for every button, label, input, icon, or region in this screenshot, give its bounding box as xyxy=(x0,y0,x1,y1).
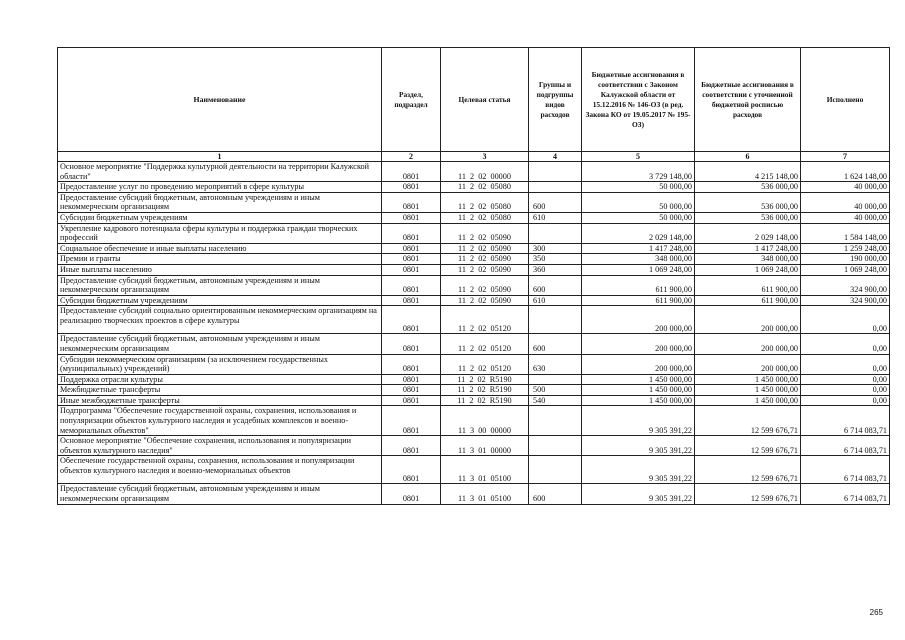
table-row xyxy=(58,436,890,456)
cell-executed: 0,00 xyxy=(801,354,890,374)
cell-executed: 40 000,00 xyxy=(801,192,890,212)
cell-executed: 324 900,00 xyxy=(801,275,890,295)
cell-executed: 6 714 083,71 xyxy=(801,484,890,504)
cell-section: 0801 xyxy=(382,254,441,265)
cell-budget-revised: 1 450 000,00 xyxy=(695,374,801,385)
table-row xyxy=(58,456,890,484)
cell-group xyxy=(529,182,582,193)
budget-document xyxy=(57,47,889,505)
cell-name: Подпрограмма "Обеспечение государственной охраны, сохранения, использования и популяризации объектов культурного наследия и усадебных комплексов и военно-мемориальных объектов" xyxy=(58,406,382,436)
cell-group: 610 xyxy=(529,295,582,306)
cell-name: Предоставление услуг по проведению мероприятий в сфере культуры xyxy=(58,182,382,193)
cell-section: 0801 xyxy=(382,243,441,254)
page-number: 265 xyxy=(869,608,883,617)
cell-name: Субсидии некоммерческим организациям (за исключением государственных (муниципальных) учреждений) xyxy=(58,354,382,374)
cell-budget-revised: 200 000,00 xyxy=(695,354,801,374)
cell-budget-law: 50 000,00 xyxy=(582,212,695,223)
cell-budget-revised: 200 000,00 xyxy=(695,306,801,334)
cell-budget-revised: 611 900,00 xyxy=(695,275,801,295)
table-row xyxy=(58,406,890,436)
header-executed: Исполнено xyxy=(801,48,890,152)
cell-budget-revised: 611 900,00 xyxy=(695,295,801,306)
cell-budget-law: 1 450 000,00 xyxy=(582,385,695,396)
table-row xyxy=(58,306,890,334)
cell-name: Предоставление субсидий бюджетным, автономным учреждениям и иным некоммерческим организациям xyxy=(58,192,382,212)
cell-name: Предоставление субсидий бюджетным, автономным учреждениям и иным некоммерческим организациям xyxy=(58,275,382,295)
cell-section: 0801 xyxy=(382,484,441,504)
table-row xyxy=(58,395,890,406)
cell-target: 11 2 02 05090 xyxy=(441,243,529,254)
cell-group: 600 xyxy=(529,275,582,295)
cell-target: 11 2 02 00000 xyxy=(441,162,529,182)
header-row xyxy=(58,48,890,152)
cell-budget-revised: 536 000,00 xyxy=(695,182,801,193)
cell-name: Премии и гранты xyxy=(58,254,382,265)
cell-section: 0801 xyxy=(382,385,441,396)
table-row xyxy=(58,374,890,385)
column-number: 6 xyxy=(695,152,801,162)
table-row xyxy=(58,212,890,223)
table-row xyxy=(58,254,890,265)
cell-budget-law: 9 305 391,22 xyxy=(582,456,695,484)
cell-target: 11 2 02 05120 xyxy=(441,354,529,374)
cell-group: 360 xyxy=(529,264,582,275)
cell-executed: 190 000,00 xyxy=(801,254,890,265)
cell-executed: 0,00 xyxy=(801,395,890,406)
cell-budget-law: 1 417 248,00 xyxy=(582,243,695,254)
cell-budget-law: 3 729 148,00 xyxy=(582,162,695,182)
cell-executed: 6 714 083,71 xyxy=(801,436,890,456)
cell-group xyxy=(529,162,582,182)
cell-target: 11 3 00 00000 xyxy=(441,406,529,436)
cell-target: 11 2 02 05080 xyxy=(441,192,529,212)
cell-group: 630 xyxy=(529,354,582,374)
cell-name: Иные выплаты населению xyxy=(58,264,382,275)
cell-budget-law: 2 029 148,00 xyxy=(582,223,695,243)
cell-section: 0801 xyxy=(382,212,441,223)
cell-name: Предоставление субсидий бюджетным, автономным учреждениям и иным некоммерческим организациям xyxy=(58,334,382,354)
cell-name: Субсидии бюджетным учреждениям xyxy=(58,295,382,306)
cell-budget-revised: 200 000,00 xyxy=(695,334,801,354)
cell-executed: 324 900,00 xyxy=(801,295,890,306)
cell-budget-revised: 1 450 000,00 xyxy=(695,385,801,396)
cell-budget-revised: 12 599 676,71 xyxy=(695,484,801,504)
cell-name: Межбюджетные трансферты xyxy=(58,385,382,396)
table-row xyxy=(58,484,890,504)
cell-name: Основное мероприятие "Обеспечение сохранения, использования и популяризации объектов культурного наследия" xyxy=(58,436,382,456)
cell-target: 11 2 02 05090 xyxy=(441,295,529,306)
cell-budget-law: 1 450 000,00 xyxy=(582,374,695,385)
cell-section: 0801 xyxy=(382,306,441,334)
cell-group xyxy=(529,374,582,385)
header-name: Наименование xyxy=(58,48,382,152)
cell-target: 11 2 02 05090 xyxy=(441,275,529,295)
cell-budget-revised: 12 599 676,71 xyxy=(695,406,801,436)
cell-target: 11 2 02 05080 xyxy=(441,212,529,223)
cell-budget-law: 200 000,00 xyxy=(582,354,695,374)
cell-executed: 40 000,00 xyxy=(801,182,890,193)
cell-section: 0801 xyxy=(382,456,441,484)
cell-name: Субсидии бюджетным учреждениям xyxy=(58,212,382,223)
cell-name: Иные межбюджетные трансферты xyxy=(58,395,382,406)
cell-section: 0801 xyxy=(382,264,441,275)
table-row xyxy=(58,162,890,182)
cell-target: 11 2 02 05120 xyxy=(441,334,529,354)
table-row xyxy=(58,243,890,254)
table-row xyxy=(58,334,890,354)
header-target: Целевая статья xyxy=(441,48,529,152)
table-row xyxy=(58,182,890,193)
cell-section: 0801 xyxy=(382,162,441,182)
cell-budget-law: 200 000,00 xyxy=(582,334,695,354)
cell-budget-law: 9 305 391,22 xyxy=(582,436,695,456)
cell-group xyxy=(529,223,582,243)
cell-group: 600 xyxy=(529,484,582,504)
cell-section: 0801 xyxy=(382,395,441,406)
table-row xyxy=(58,192,890,212)
cell-executed: 1 069 248,00 xyxy=(801,264,890,275)
column-number: 3 xyxy=(441,152,529,162)
cell-executed: 6 714 083,71 xyxy=(801,456,890,484)
cell-group xyxy=(529,306,582,334)
table-row xyxy=(58,385,890,396)
cell-name: Обеспечение государственной охраны, сохранения, использования и популяризации объектов культурного наследия и военно-мемориальных объектов xyxy=(58,456,382,484)
cell-group xyxy=(529,456,582,484)
cell-target: 11 2 02 R5190 xyxy=(441,395,529,406)
cell-group: 350 xyxy=(529,254,582,265)
cell-budget-law: 1 069 248,00 xyxy=(582,264,695,275)
cell-section: 0801 xyxy=(382,223,441,243)
column-number-row xyxy=(58,152,890,162)
cell-group: 610 xyxy=(529,212,582,223)
cell-budget-revised: 1 450 000,00 xyxy=(695,395,801,406)
column-number: 1 xyxy=(58,152,382,162)
cell-target: 11 2 02 05080 xyxy=(441,182,529,193)
cell-target: 11 2 02 05090 xyxy=(441,264,529,275)
column-number: 7 xyxy=(801,152,890,162)
cell-executed: 0,00 xyxy=(801,306,890,334)
cell-executed: 6 714 083,71 xyxy=(801,406,890,436)
cell-name: Социальное обеспечение и иные выплаты населению xyxy=(58,243,382,254)
cell-section: 0801 xyxy=(382,275,441,295)
cell-section: 0801 xyxy=(382,354,441,374)
cell-name: Предоставление субсидий социально ориентированным некоммерческим организациям на реализацию творческих проектов в сфере культуры xyxy=(58,306,382,334)
cell-group: 600 xyxy=(529,334,582,354)
cell-budget-law: 348 000,00 xyxy=(582,254,695,265)
cell-executed: 0,00 xyxy=(801,374,890,385)
cell-name: Основное мероприятие "Поддержка культурной деятельности на территории Калужской области" xyxy=(58,162,382,182)
cell-budget-law: 9 305 391,22 xyxy=(582,406,695,436)
cell-executed: 0,00 xyxy=(801,385,890,396)
table-row xyxy=(58,354,890,374)
cell-budget-revised: 536 000,00 xyxy=(695,192,801,212)
cell-section: 0801 xyxy=(382,374,441,385)
header-budget-revised: Бюджетные ассигнования в соответствии с уточненной бюджетной росписью расходов xyxy=(695,48,801,152)
cell-name: Укрепление кадрового потенциала сферы культуры и поддержка граждан творческих профессий xyxy=(58,223,382,243)
cell-section: 0801 xyxy=(382,182,441,193)
cell-budget-law: 50 000,00 xyxy=(582,192,695,212)
cell-budget-law: 1 450 000,00 xyxy=(582,395,695,406)
column-number: 5 xyxy=(582,152,695,162)
cell-target: 11 2 02 05090 xyxy=(441,223,529,243)
cell-section: 0801 xyxy=(382,295,441,306)
table-row xyxy=(58,295,890,306)
cell-target: 11 3 01 05100 xyxy=(441,484,529,504)
cell-budget-revised: 1 069 248,00 xyxy=(695,264,801,275)
cell-section: 0801 xyxy=(382,334,441,354)
cell-budget-revised: 1 417 248,00 xyxy=(695,243,801,254)
table-row xyxy=(58,275,890,295)
cell-executed: 1 259 248,00 xyxy=(801,243,890,254)
cell-target: 11 2 02 05090 xyxy=(441,254,529,265)
cell-target: 11 2 02 R5190 xyxy=(441,385,529,396)
cell-target: 11 3 01 05100 xyxy=(441,456,529,484)
cell-group: 300 xyxy=(529,243,582,254)
cell-group: 600 xyxy=(529,192,582,212)
budget-table xyxy=(57,47,890,505)
cell-group xyxy=(529,406,582,436)
header-budget-law: Бюджетные ассигнования в соответствии с Законом Калужской области от 15.12.2016 № 146-ОЗ (в ред. Закона КО от 19.05.2017 № 195-ОЗ) xyxy=(582,48,695,152)
cell-budget-revised: 12 599 676,71 xyxy=(695,436,801,456)
cell-executed: 1 584 148,00 xyxy=(801,223,890,243)
cell-target: 11 2 02 R5190 xyxy=(441,374,529,385)
cell-budget-revised: 4 215 148,00 xyxy=(695,162,801,182)
cell-executed: 40 000,00 xyxy=(801,212,890,223)
cell-budget-law: 200 000,00 xyxy=(582,306,695,334)
header-section: Раздел, подраздел xyxy=(382,48,441,152)
table-row xyxy=(58,223,890,243)
column-number: 4 xyxy=(529,152,582,162)
table-body xyxy=(58,162,890,505)
cell-group: 500 xyxy=(529,385,582,396)
cell-target: 11 3 01 00000 xyxy=(441,436,529,456)
table-row xyxy=(58,264,890,275)
cell-group xyxy=(529,436,582,456)
cell-group: 540 xyxy=(529,395,582,406)
cell-name: Предоставление субсидий бюджетным, автономным учреждениям и иным некоммерческим организациям xyxy=(58,484,382,504)
cell-section: 0801 xyxy=(382,192,441,212)
cell-section: 0801 xyxy=(382,436,441,456)
cell-budget-revised: 536 000,00 xyxy=(695,212,801,223)
cell-target: 11 2 02 05120 xyxy=(441,306,529,334)
cell-name: Поддержка отрасли культуры xyxy=(58,374,382,385)
cell-budget-law: 611 900,00 xyxy=(582,275,695,295)
cell-budget-law: 9 305 391,22 xyxy=(582,484,695,504)
column-number: 2 xyxy=(382,152,441,162)
cell-executed: 1 624 148,00 xyxy=(801,162,890,182)
cell-budget-revised: 12 599 676,71 xyxy=(695,456,801,484)
cell-section: 0801 xyxy=(382,406,441,436)
cell-budget-law: 50 000,00 xyxy=(582,182,695,193)
cell-executed: 0,00 xyxy=(801,334,890,354)
header-group: Группы и подгруппы видов расходов xyxy=(529,48,582,152)
cell-budget-revised: 2 029 148,00 xyxy=(695,223,801,243)
cell-budget-law: 611 900,00 xyxy=(582,295,695,306)
cell-budget-revised: 348 000,00 xyxy=(695,254,801,265)
